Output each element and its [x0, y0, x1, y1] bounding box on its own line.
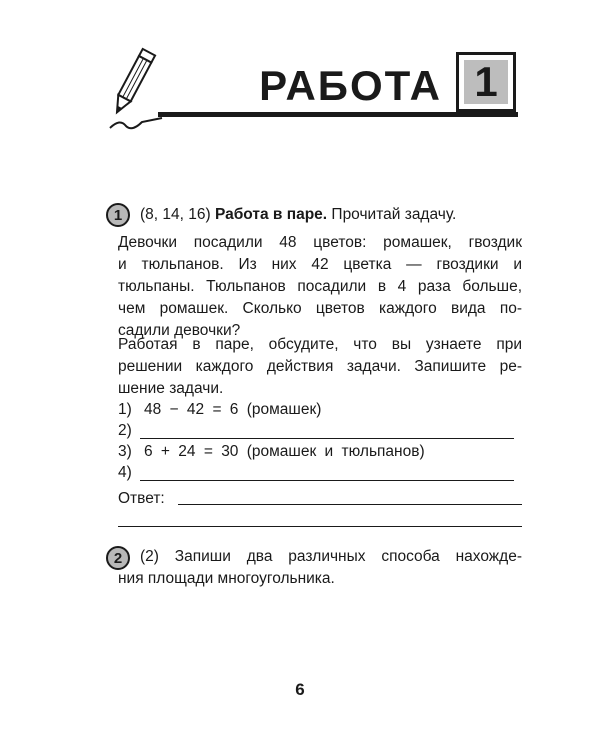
page-number: 6 — [295, 680, 305, 699]
work-line: Работая в паре, обсудите, что вы узнаете при — [118, 336, 522, 353]
problem-line: Девочки посадили 48 цветов: ромашек, гвоздик — [118, 234, 522, 251]
problem-line: садили девочки? — [118, 322, 241, 339]
answer-label: Ответ: — [118, 490, 165, 507]
problem-line: тюльпаны. Тюльпанов посадили в 4 раза больше, — [118, 278, 522, 295]
answer-line[interactable] — [140, 480, 514, 481]
work-number: 1 — [464, 60, 508, 104]
task-1-bold-label: Работа в паре. — [214, 206, 328, 223]
task-1-refs: (8, 14, 16) — [140, 206, 211, 223]
work-number-box — [456, 52, 516, 112]
step-label: 1) — [118, 401, 132, 418]
pencil-icon — [96, 44, 166, 136]
answer-line[interactable] — [178, 504, 522, 505]
problem-line: и тюльпанов. Из них 42 цветка — гвоздики и — [118, 256, 522, 273]
answer-line[interactable] — [140, 438, 514, 439]
task-2-line: ния площади многоугольника. — [118, 570, 335, 587]
step-label: 3) — [118, 443, 132, 460]
task-1-instruction: Прочитай задачу. — [331, 206, 457, 223]
step-label: 2) — [118, 422, 132, 439]
step-text: 48 − 42 = 6 (ромашек) — [144, 401, 322, 418]
work-line: решении каждого действия задачи. Запишите ре- — [118, 358, 522, 375]
task-2-number: 2 — [106, 546, 130, 570]
problem-line: чем ромашек. Сколько цветов каждого вида по- — [118, 300, 522, 317]
task-1-heading — [140, 204, 456, 226]
answer-line[interactable] — [118, 526, 522, 527]
task-1-number: 1 — [106, 203, 130, 227]
header-rule — [158, 112, 518, 117]
step-label: 4) — [118, 464, 132, 481]
step-text: 6 + 24 = 30 (ромашек и тюльпанов) — [144, 443, 425, 460]
page-title: РАБОТА — [259, 62, 442, 109]
work-line: шение задачи. — [118, 380, 224, 397]
task-2-line: (2) Запиши два различных способа нахожде- — [140, 548, 522, 565]
